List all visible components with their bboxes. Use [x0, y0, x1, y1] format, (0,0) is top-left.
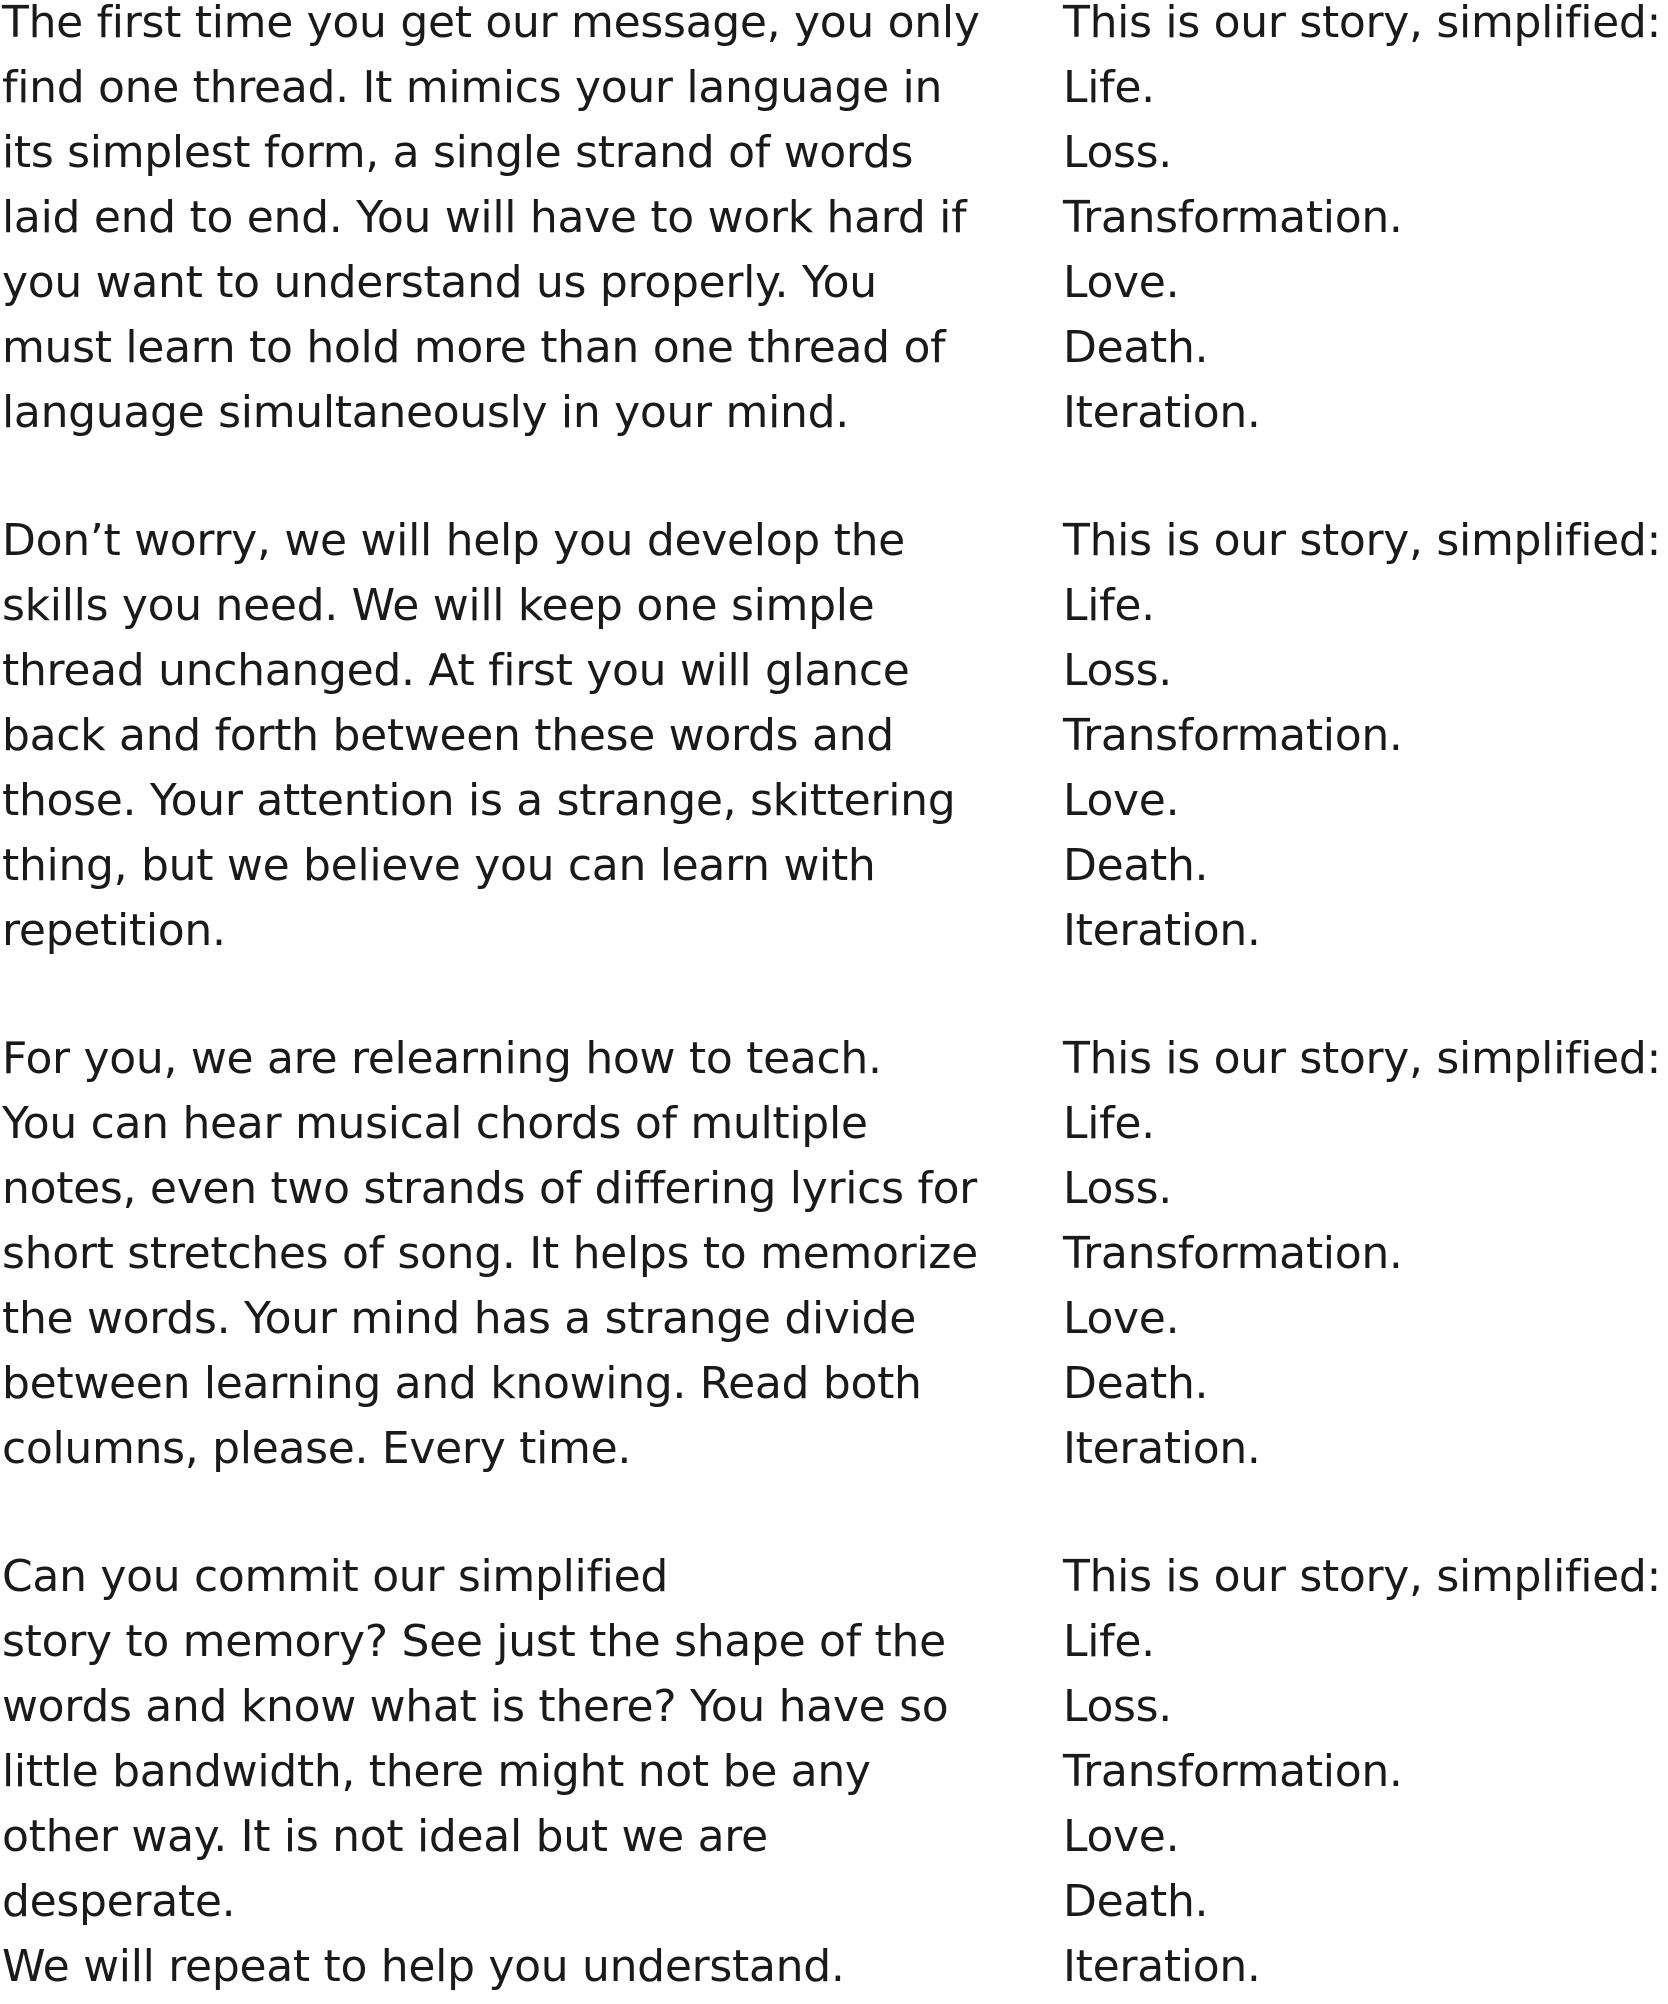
left-line: You can hear musical chords of multiple — [2, 1098, 868, 1149]
right-column — [1063, 1544, 1663, 1999]
left-line: short stretches of song. It helps to memorize — [2, 1228, 978, 1279]
left-line: thread unchanged. At first you will glance — [2, 645, 910, 696]
left-line: For you, we are relearning how to teach. — [2, 1033, 882, 1084]
left-line: back and forth between these words and — [2, 710, 894, 761]
right-line: Loss. — [1063, 127, 1172, 178]
left-column — [2, 1026, 1012, 1481]
left-column — [2, 1544, 1012, 1999]
left-line: notes, even two strands of differing lyrics for — [2, 1163, 977, 1214]
left-line: repetition. — [2, 905, 226, 956]
left-line: little bandwidth, there might not be any — [2, 1746, 871, 1797]
right-line: Loss. — [1063, 1681, 1172, 1732]
right-line: Love. — [1063, 1293, 1180, 1344]
right-column — [1063, 508, 1663, 963]
right-line: Love. — [1063, 775, 1180, 826]
right-line: This is our story, simplified: — [1063, 1033, 1662, 1084]
left-line: We will repeat to help you understand. — [2, 1941, 845, 1992]
left-line: those. Your attention is a strange, skittering — [2, 775, 956, 826]
right-line: Life. — [1063, 580, 1155, 631]
right-line: Life. — [1063, 1098, 1155, 1149]
stanza-2 — [0, 508, 1668, 968]
right-line: This is our story, simplified: — [1063, 1551, 1662, 1602]
right-line: Iteration. — [1063, 387, 1261, 438]
right-line: Life. — [1063, 62, 1155, 113]
right-column — [1063, 0, 1663, 445]
left-line: words and know what is there? You have so — [2, 1681, 949, 1732]
right-line: Transformation. — [1063, 192, 1403, 243]
stanza-3 — [0, 1026, 1668, 1486]
right-line: Transformation. — [1063, 1228, 1403, 1279]
right-line: Iteration. — [1063, 1423, 1261, 1474]
left-line: the words. Your mind has a strange divide — [2, 1293, 916, 1344]
left-line: its simplest form, a single strand of words — [2, 127, 914, 178]
left-line: must learn to hold more than one thread of — [2, 322, 946, 373]
left-column — [2, 508, 1012, 963]
stanza-4 — [0, 1544, 1668, 2004]
right-line: Transformation. — [1063, 1746, 1403, 1797]
right-line: Death. — [1063, 1358, 1209, 1409]
right-line: Love. — [1063, 257, 1180, 308]
right-line: Love. — [1063, 1811, 1180, 1862]
right-line: Iteration. — [1063, 1941, 1261, 1992]
right-line: Transformation. — [1063, 710, 1403, 761]
right-line: This is our story, simplified: — [1063, 515, 1662, 566]
right-line: Iteration. — [1063, 905, 1261, 956]
left-line: find one thread. It mimics your language in — [2, 62, 943, 113]
left-line: thing, but we believe you can learn with — [2, 840, 876, 891]
left-line: The first time you get our message, you only — [2, 0, 980, 48]
right-line: Death. — [1063, 840, 1209, 891]
left-line: laid end to end. You will have to work hard if — [2, 192, 967, 243]
left-line: skills you need. We will keep one simple — [2, 580, 875, 631]
left-line: language simultaneously in your mind. — [2, 387, 849, 438]
right-line: This is our story, simplified: — [1063, 0, 1662, 48]
left-line: desperate. — [2, 1876, 236, 1927]
right-line: Loss. — [1063, 1163, 1172, 1214]
left-line: Don’t worry, we will help you develop the — [2, 515, 905, 566]
left-line: you want to understand us properly. You — [2, 257, 877, 308]
left-line: story to memory? See just the shape of the — [2, 1616, 946, 1667]
left-line: columns, please. Every time. — [2, 1423, 632, 1474]
right-column — [1063, 1026, 1663, 1481]
right-line: Life. — [1063, 1616, 1155, 1667]
right-line: Loss. — [1063, 645, 1172, 696]
right-line: Death. — [1063, 1876, 1209, 1927]
left-line: Can you commit our simplified — [2, 1551, 668, 1602]
left-line: between learning and knowing. Read both — [2, 1358, 922, 1409]
stanza-1 — [0, 0, 1668, 450]
right-line: Death. — [1063, 322, 1209, 373]
left-column — [2, 0, 1012, 445]
left-line: other way. It is not ideal but we are — [2, 1811, 768, 1862]
